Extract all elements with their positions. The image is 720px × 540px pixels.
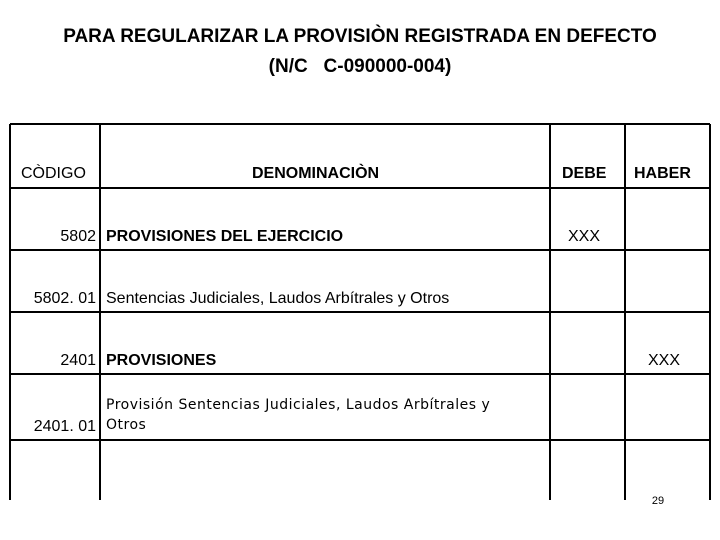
- header-debe: DEBE: [562, 165, 607, 182]
- row-name-provision-sentencias-line1: Provisión Sentencias Judiciales, Laudos Arbítrales y: [106, 397, 491, 413]
- row-code-2401-01: 2401. 01: [33, 418, 96, 435]
- header-denominacion: DENOMINACIÒN: [252, 165, 380, 182]
- row-code-5802: 5802: [60, 228, 96, 245]
- row-name-provision-sentencias-line2: Otros: [106, 417, 147, 433]
- row-code-2401: 2401: [60, 352, 96, 369]
- row-code-5802-01: 5802. 01: [33, 290, 96, 307]
- row-debe-5802: XXX: [568, 228, 601, 245]
- row-name-provisiones-ejercicio: PROVISIONES DEL EJERCICIO: [106, 228, 344, 245]
- page-title: PARA REGULARIZAR LA PROVISIÒN REGISTRADA EN DEFECTO: [63, 26, 657, 47]
- row-name-provisiones: PROVISIONES: [106, 352, 217, 369]
- page-number: 29: [651, 495, 665, 507]
- header-code: CÒDIGO: [21, 165, 86, 182]
- row-haber-2401: XXX: [648, 352, 681, 369]
- page-subtitle: (N/C C-090000-004): [268, 56, 452, 77]
- row-name-sentencias: Sentencias Judiciales, Laudos Arbítrales y Otros: [106, 290, 450, 307]
- header-haber: HABER: [634, 165, 691, 182]
